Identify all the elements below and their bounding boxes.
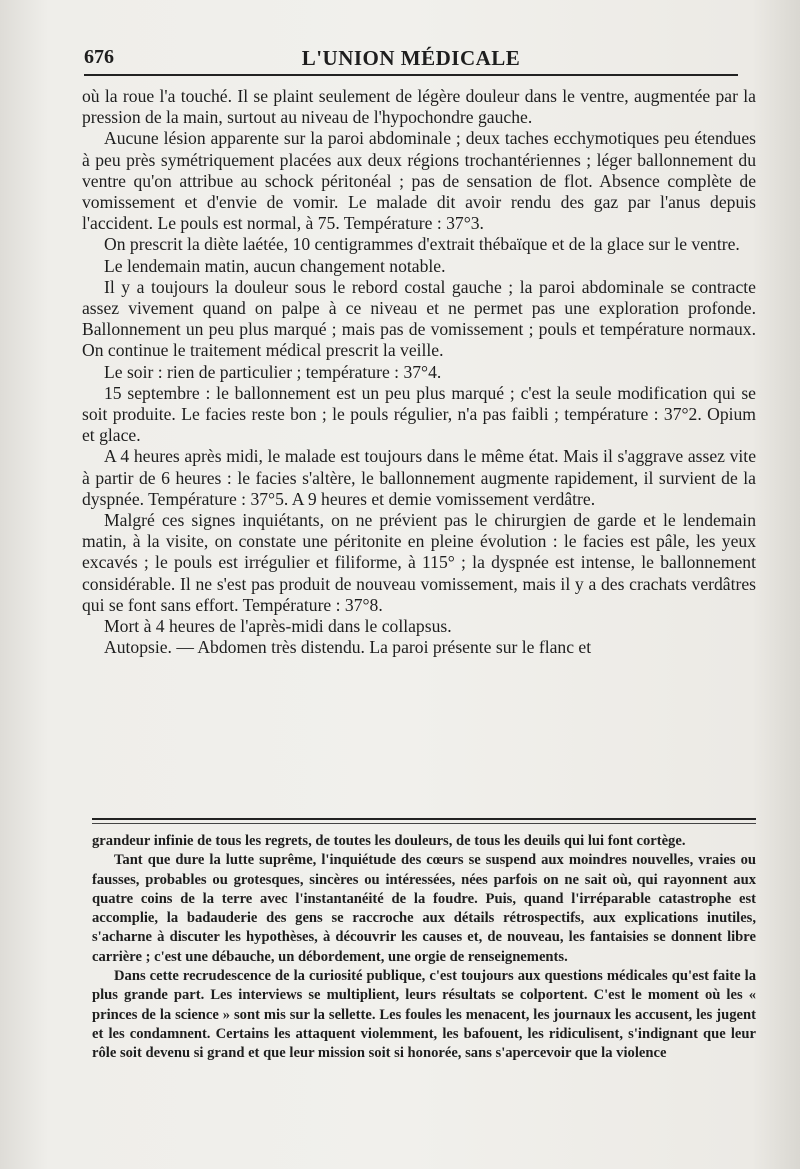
paragraph: On prescrit la diète laétée, 10 centigrammes d'extrait thébaïque et de la glace sur le ventre. (104, 234, 740, 255)
feuilleton-paragraph: Tant que dure la lutte suprême, l'inquiétude des cœurs se suspend aux moindres nouvelles, vraies ou fausses, probables ou grotesques, sincères ou intéressées, nées parfois on ne sait où, qui rayonnent aux quatre coins de la terre avec l'instantanéité de la foudre. Puis, quand l'irréparable catastrophe est accomplie, la badauderie des gens se raccroche aux détails rétrospectifs, aux explications inutiles, s'acharne à discuter les hypothèses, à découvrir les causes et, de nouveau, les fantaisies se donnent libre carrière ; c'est une débauche, un débordement, une orgie de renseignements. (92, 852, 756, 965)
paragraph: où la roue l'a touché. Il se plaint seulement de légère douleur dans le ventre, augmentée par la pression de la main, surtout au niveau de l'hypochondre gauche. (82, 86, 756, 128)
feuilleton-text (92, 832, 756, 1064)
running-title: L'UNION MÉDICALE (301, 46, 521, 70)
paragraph: A 4 heures après midi, le malade est toujours dans le même état. Mais il s'aggrave assez vite à partir de 6 heures : le facies s'altère, le ballonnement augmente rapidement, il survient de la dyspnée. Température : 37°5. A 9 heures et demie vomissement verdâtre. (82, 446, 756, 509)
paragraph: Malgré ces signes inquiétants, on ne prévient pas le chirurgien de garde et le lendemain matin, à la visite, on constate une péritonite en pleine évolution : le facies est pâle, les yeux excavés ; le pouls est irrégulier et filiforme, à 115° ; la dyspnée est intense, le ballonnement considérable. Il ne s'est pas produit de nouveau vomissement, mais il y a des crachats verdâtres qui se font sans effort. Température : 37°8. (82, 510, 756, 615)
paragraph: Aucune lésion apparente sur la paroi abdominale ; deux taches ecchymotiques peu étendues à peu près symétriquement placées aux deux régions trochantériennes ; léger ballonnement du ventre qu'on attribue au schock péritonéal ; pas de sensation de flot. Absence complète de vomissement et d'envie de vomir. Le malade dit avoir rendu des gaz par l'anus depuis l'accident. Le pouls est normal, à 75. Température : 37°3. (82, 128, 756, 234)
paragraph: Autopsie. — Abdomen très distendu. La paroi présente sur le flanc et (104, 637, 592, 658)
paragraph: 15 septembre : le ballonnement est un peu plus marqué ; c'est la seule modification qui se soit produite. Le facies reste bon ; le pouls régulier, n'a pas faibli ; température : 37°2. Opium et glace. (82, 382, 756, 446)
paragraph: Le lendemain matin, aucun changement notable. (104, 255, 446, 276)
page-number: 676 (84, 46, 114, 68)
feuilleton-paragraph: Dans cette recrudescence de la curiosité publique, c'est toujours aux questions médicales qu'est faite la plus grande part. Les interviews se multiplient, leurs résultats se colportent. C'est le moment où les « princes de la science » sont mis sur la sellette. Les foules les menacent, les journaux les accusent, les jugent et les condamnent. Certains les attaquent violemment, les bafouent, les ridiculisent, s'indignant que leur rôle soit devenu si grand et que leur mission soit si honorée, sans s'apercevoir que la violence (92, 968, 756, 1062)
paragraph: Mort à 4 heures de l'après-midi dans le collapsus. (104, 616, 452, 637)
paragraph: Le soir : rien de particulier ; température : 37°4. (104, 361, 442, 382)
article-body (82, 86, 756, 658)
page-header (84, 44, 738, 78)
feuilleton-paragraph: grandeur infinie de tous les regrets, de toutes les douleurs, de tous les deuils qui lui font cortège. (92, 833, 686, 849)
paragraph: Il y a toujours la douleur sous le rebord costal gauche ; la paroi abdominale se contracte assez vivement quand on palpe à ce niveau et ne permet pas une exploration profonde. Ballonnement un peu plus marqué ; mais pas de vomissement ; pouls et température normaux. On continue le traitement médical prescrit la veille. (82, 276, 756, 361)
feuilleton-rule (92, 818, 756, 824)
header-rule (84, 74, 738, 76)
